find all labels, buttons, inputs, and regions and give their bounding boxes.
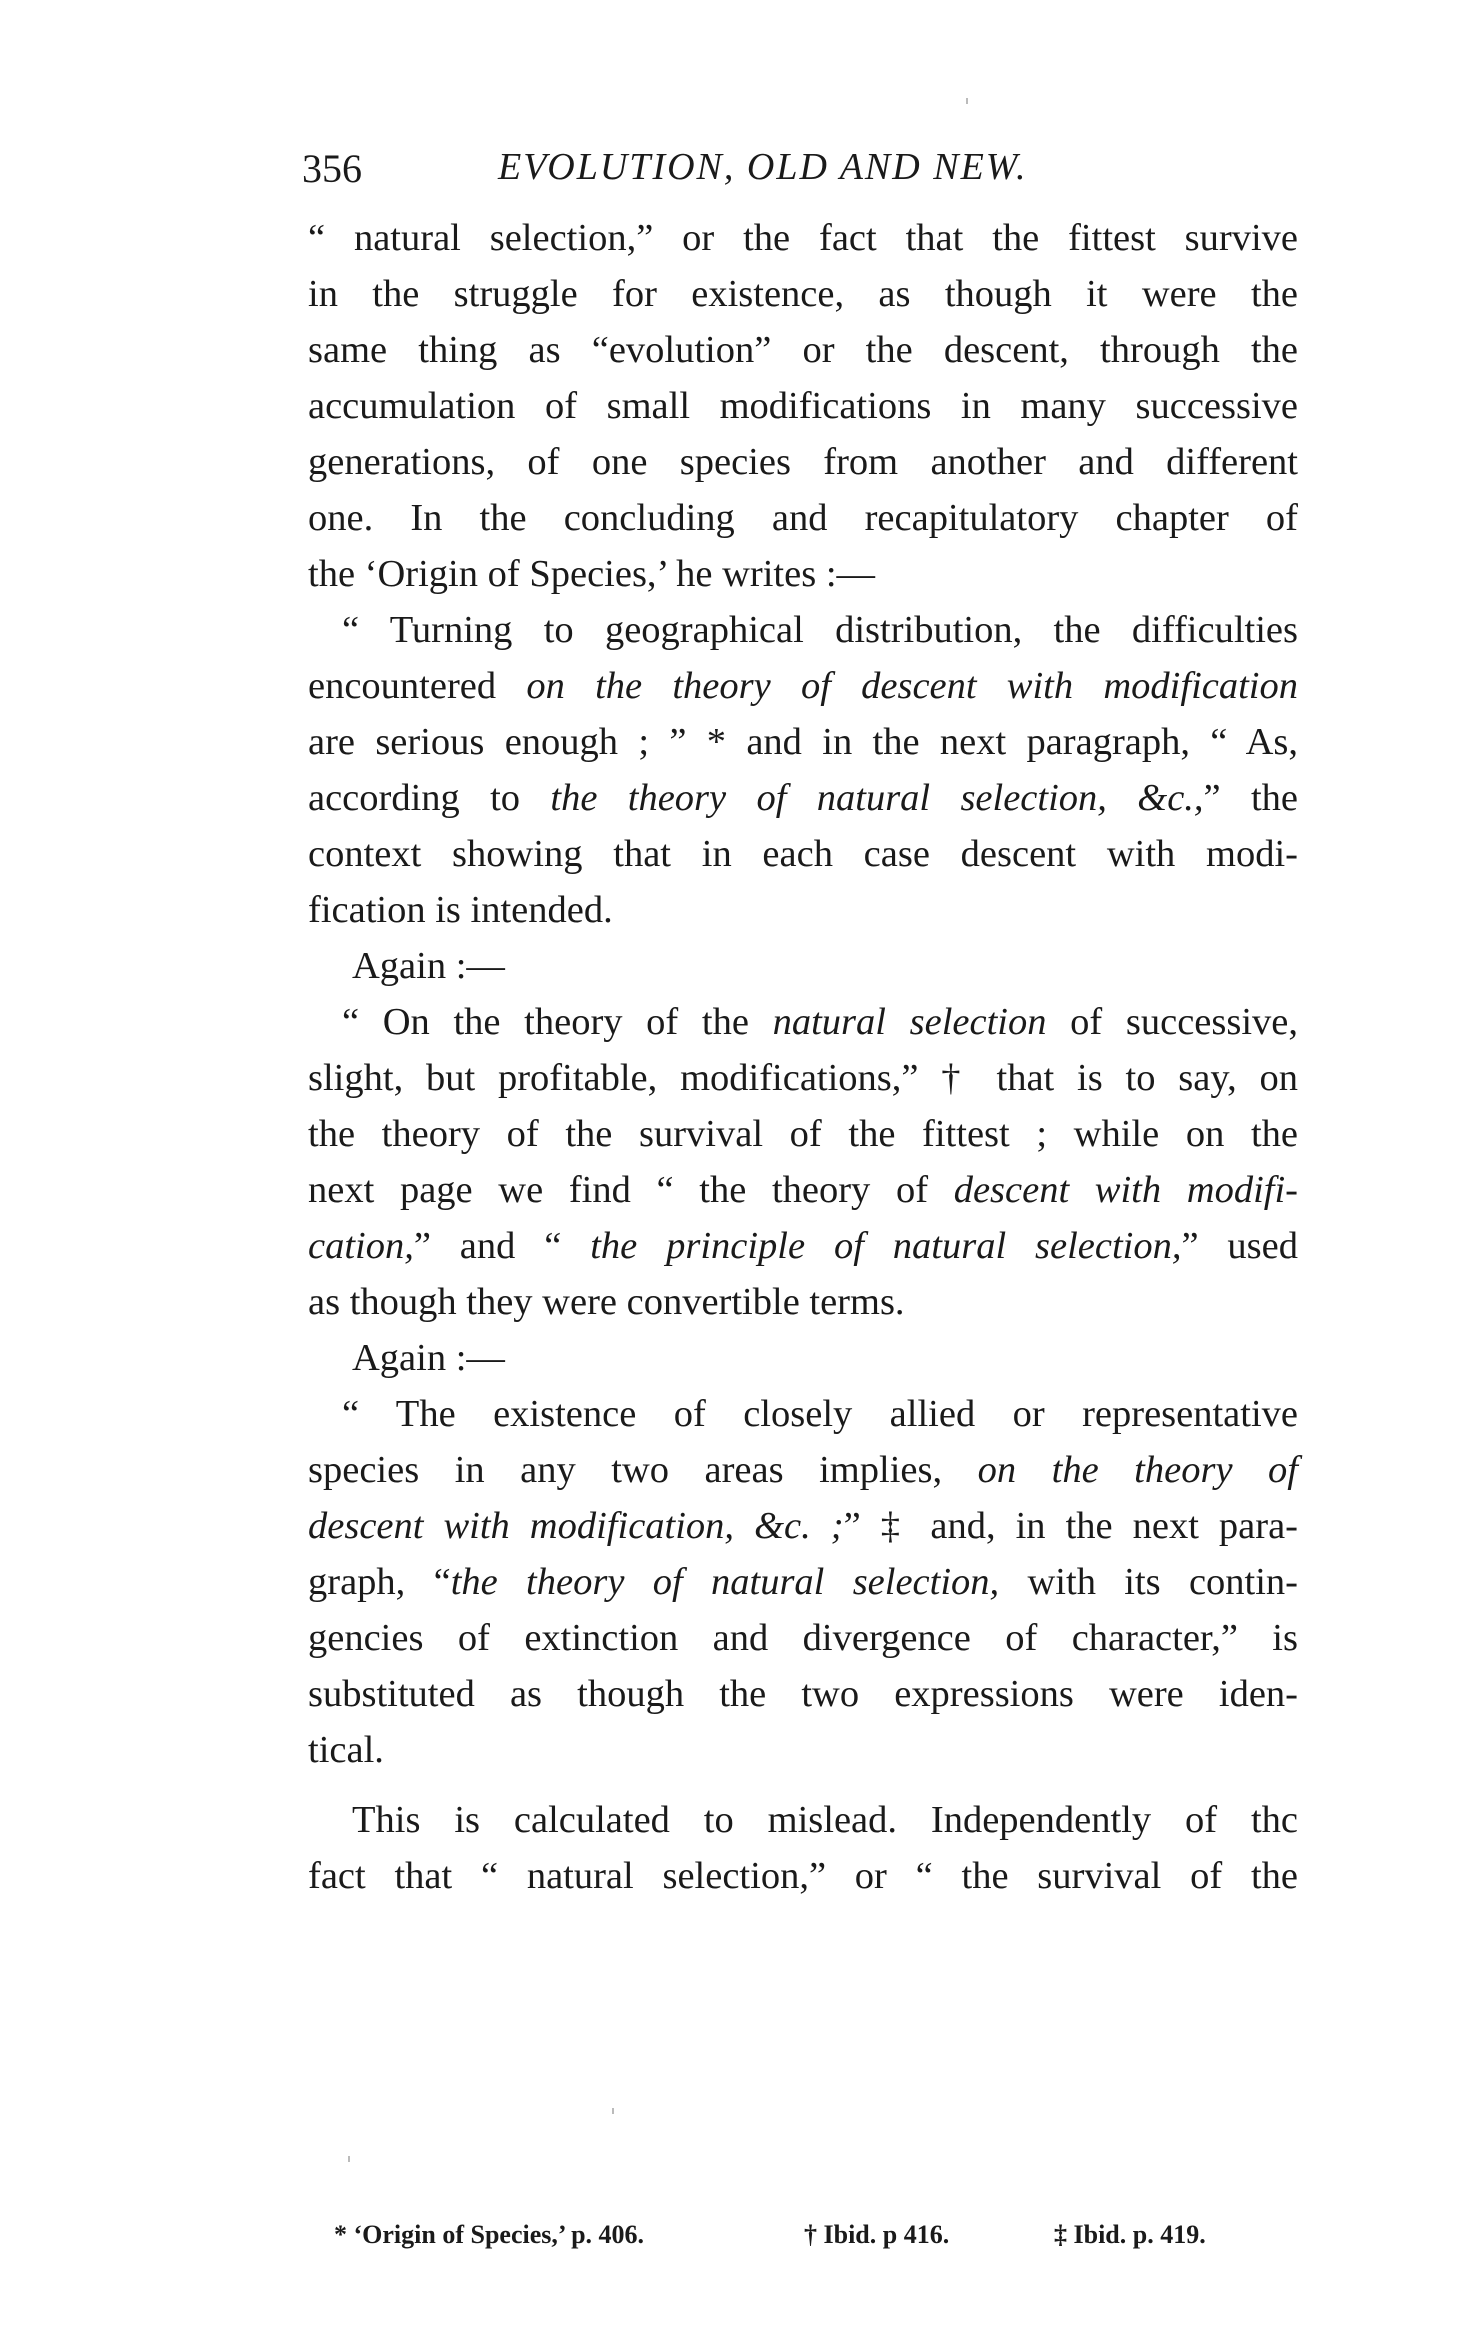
text-line: tical. <box>308 1729 384 1771</box>
footnotes <box>334 2220 1274 2260</box>
text-line: fact that “ natural selection,” or “ the survival of the <box>308 1855 1298 1897</box>
text-line: cation,” and “ the principle of natural selection,” used <box>308 1225 1298 1267</box>
text-line: slight, but profitable, modifications,” † that is to say, on <box>308 1057 1298 1099</box>
paper-speck <box>348 2156 350 2162</box>
text-line: species in any two areas implies, on the theory of <box>308 1449 1298 1491</box>
text-line: Again :— <box>352 945 505 987</box>
text-line: encountered on the theory of descent with modification <box>308 665 1298 707</box>
text-line: the ‘Origin of Species,’ he writes :— <box>308 553 876 595</box>
text-line: accumulation of small modifications in many successive <box>308 385 1298 427</box>
text-line: “ natural selection,” or the fact that the fittest survive <box>308 217 1298 259</box>
text-line: same thing as “evolution” or the descent, through the <box>308 329 1298 371</box>
text-line: substituted as though the two expressions were iden- <box>308 1673 1298 1715</box>
text-line: gencies of extinction and divergence of character,” is <box>308 1617 1298 1659</box>
text-line: “ On the theory of the natural selection of successive, <box>342 1001 1298 1043</box>
text-line: Again :— <box>352 1337 505 1379</box>
paper-speck <box>612 2108 614 2114</box>
text-line: one. In the concluding and recapitulatory chapter of <box>308 497 1298 539</box>
text-line: are serious enough ; ” * and in the next paragraph, “ As, <box>308 721 1298 763</box>
text-line: as though they were convertible terms. <box>308 1281 905 1323</box>
page-header <box>302 145 1292 205</box>
text-line: generations, of one species from another and different <box>308 441 1298 483</box>
text-line: according to the theory of natural selection, &c.,” the <box>308 777 1299 819</box>
text-line: This is calculated to mislead. Independently of thc <box>352 1799 1298 1841</box>
text-line: fication is intended. <box>308 889 613 931</box>
text-line: “ Turning to geographical distribution, the difficulties <box>342 609 1298 651</box>
paper-speck <box>966 98 968 104</box>
footnote-1: * ‘Origin of Species,’ p. 406. <box>334 2220 645 2249</box>
footnote-2: † Ibid. p 416. <box>804 2220 950 2249</box>
text-line: descent with modification, &c. ;” ‡ and, in the next para- <box>308 1505 1299 1547</box>
text-line: in the struggle for existence, as though it were the <box>308 273 1298 315</box>
running-title: EVOLUTION, OLD AND NEW. <box>498 146 1028 188</box>
page-number: 356 <box>302 146 362 191</box>
text-line: graph, “the theory of natural selection, with its contin- <box>308 1561 1299 1603</box>
text-line: the theory of the survival of the fittest ; while on the <box>308 1113 1298 1155</box>
text-line: context showing that in each case descent with modi- <box>308 833 1298 875</box>
text-line: next page we find “ the theory of descent with modifi- <box>308 1169 1299 1211</box>
text-line: “ The existence of closely allied or representative <box>342 1393 1298 1435</box>
footnote-3: ‡ Ibid. p. 419. <box>1054 2220 1206 2249</box>
